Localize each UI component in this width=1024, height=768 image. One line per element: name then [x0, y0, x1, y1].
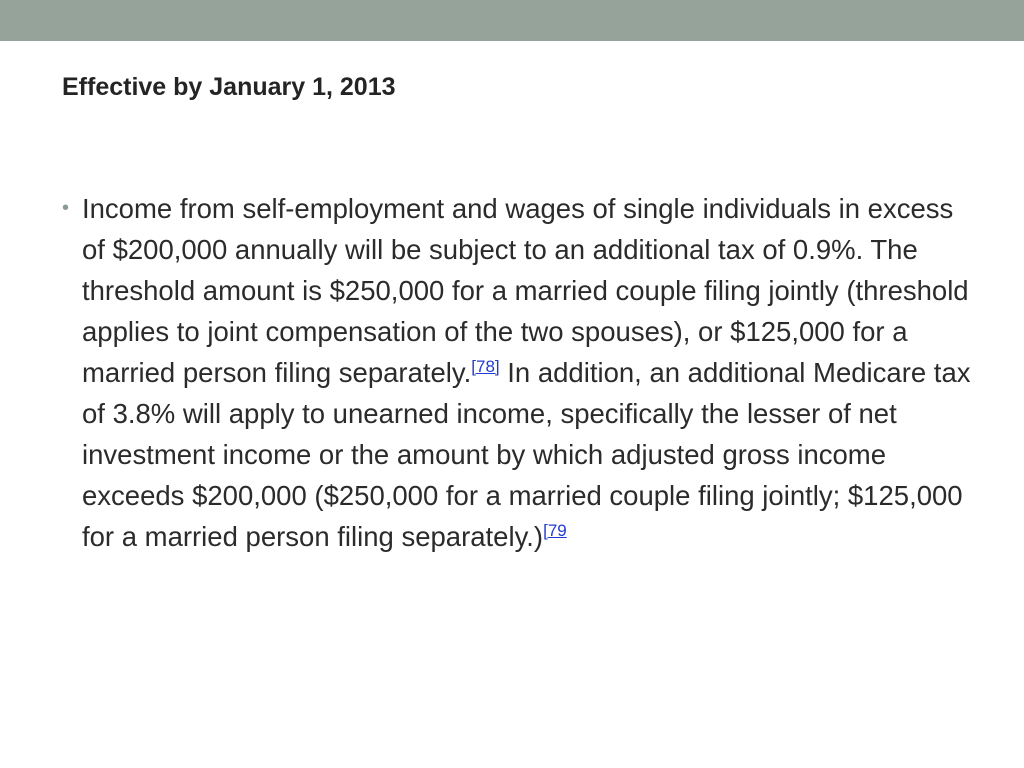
bullet-dot-icon: •	[62, 197, 70, 219]
bullet-list	[62, 188, 972, 557]
bullet-text-part2: In addition, an additional Medicare tax of 3.8% will apply to unearned income, specifically the lesser of net investment income or the amount by which adjusted gross income exceeds $200,000 ($250,000 for a married couple filing jointly; $125,000 for a married person filing separately.)	[82, 357, 971, 552]
bullet-text-part1: Income from self-employment and wages of single individuals in excess of $200,000 annually will be subject to an additional tax of 0.9%. The threshold amount is $250,000 for a married couple filing jointly (threshold applies to joint compensation of the two spouses), or $125,000 for a married person filing separately.	[82, 193, 969, 388]
reference-link-78[interactable]: [78]	[471, 356, 500, 376]
bullet-item	[62, 188, 972, 557]
top-accent-bar	[0, 0, 1024, 41]
reference-link-79[interactable]: [79	[543, 520, 567, 540]
slide-title: Effective by January 1, 2013	[62, 73, 396, 101]
